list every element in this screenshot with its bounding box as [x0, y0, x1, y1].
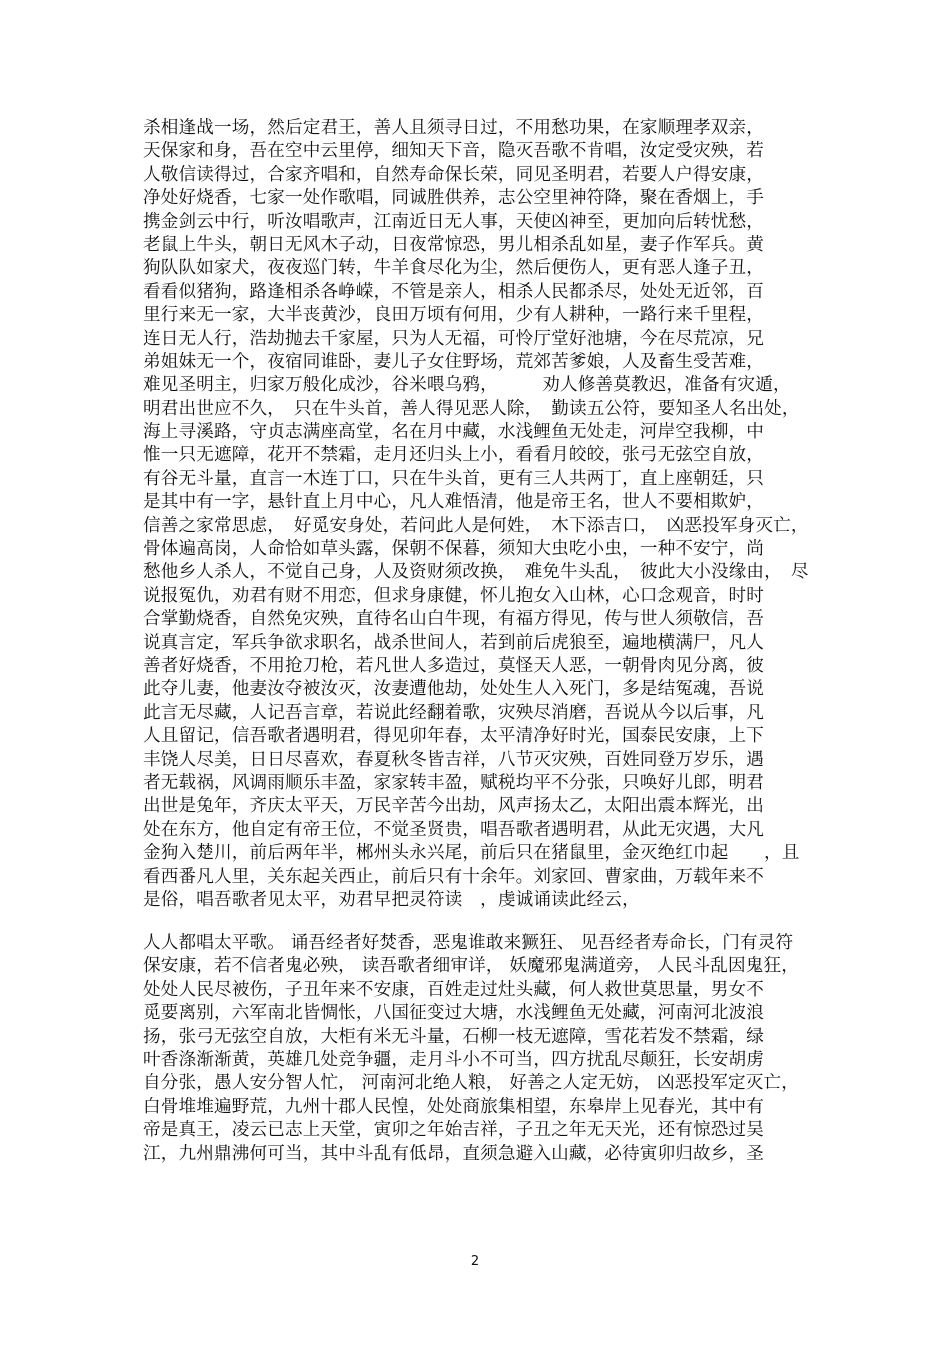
text-line: 里行来无一家，大半丧黄沙，良田万顷有何用，少有人耕种，一路行来千里程，: [143, 305, 765, 326]
text-line: 明君出世应不久， 只在牛头首，善人得见恶人除， 勤读五公符，要知圣人名出处，: [143, 398, 800, 419]
text-line: 老鼠上牛头，朝日无风木子动，日夜常惊恐，男儿相杀乱如星，妻子作军兵。黄: [143, 234, 765, 255]
text-line: 愁他乡人杀人，不觉自己身，人及资财须改换， 难免牛头乱， 彼此大小没缘由， 尽: [143, 562, 809, 583]
paragraph-1: [143, 117, 823, 912]
text-line: 携金剑云中行，听汝唱歌声，江南近日无人事，天使凶神至，更加向后转忧愁，: [143, 211, 765, 232]
text-line: 合掌勤烧香，自然免灾殃，直待名山白牛现，有福方得见，传与世人须敬信，吾: [143, 609, 765, 630]
text-line: 狗队队如家犬，夜夜巡门转，牛羊食尽化为尘，然后便伤人，更有恶人逢子丑，: [143, 258, 765, 279]
text-line: 说真言定，军兵争欲求职名，战杀世间人，若到前后虎狼至，遍地横满尸，凡人: [143, 632, 765, 653]
text-line: 连日无人行，浩劫抛去千家屋，只为人无福，可怜厅堂好池塘，今在尽荒凉，兄: [143, 328, 765, 349]
text-line: 难见圣明主，归家万般化成沙，谷米喂乌鸦， 劝人修善莫教迟，准备有灾遁，: [143, 375, 791, 396]
text-line: 杀相逢战一场，然后定君王，善人且须寻日过，不用愁功果，在家顺理孝双亲，: [143, 118, 765, 138]
text-line: 觅要离别，六军南北皆惆怅，八国征变过大塘，水浅鲤鱼无处藏，河南河北波浪: [143, 1003, 765, 1024]
text-line: 是俗，唱吾歌者见太平，劝君早把灵符读 ，虔诚诵读此经云，: [143, 889, 640, 910]
text-line: 扬，张弓无弦空自放，大柜有米无斗量，石柳一枝无遮障，雪花若发不禁霜，绿: [143, 1026, 765, 1047]
text-line: 天保家和身，吾在空中云里停，细知天下音，隐灭吾歌不肯唱，汝定受灾殃，若: [143, 141, 765, 162]
text-line: 此言无尽藏，人记吾言章，若说此经翻着歌，灾殃尽消磨，吾说从今以后事，凡: [143, 702, 765, 723]
text-line: 处处人民尽被伤，子丑年来不安康，百姓走过灶头藏，何人救世莫思量，男女不: [143, 979, 765, 1000]
text-line: 人敬信读得过，合家齐唱和，自然寿命保长荣，同见圣明君，若要人户得安康，: [143, 164, 765, 185]
text-line: 者无载祸，风调雨顺乐丰盈，家家转丰盈，赋税均平不分张，只唤好儿郎，明君: [143, 772, 765, 793]
text-line: 江，九州鼎沸何可当，其中斗乱有低昂，直须急避入山藏，必待寅卯归故乡，圣: [143, 1143, 765, 1164]
text-line: 处在东方，他自定有帝王位，不觉圣贤贵，唱吾歌者遇明君，从此无灾遇，大凡: [143, 819, 765, 840]
text-line: 说报冤仇，劝君有财不用恋，但求身康健，怀儿抱女入山林，心口念观音，时时: [143, 585, 765, 606]
text-line: 净处好烧香，七家一处作歌唱，同诚胜供养，志公空里神符降，聚在香烟上，手: [143, 188, 765, 209]
text-line: 白骨堆堆遍野荒，九州十郡人民惶，处处商旅集相望，东皋岸上见春光，其中有: [143, 1096, 765, 1117]
text-line: 骨体遍高岗，人命恰如草头露，保朝不保暮，须知大虫吃小虫，一种不安宁，尚: [143, 539, 765, 560]
text-line: 善者好烧香，不用抢刀枪，若凡世人多造过，莫怪天人恶，一朝骨肉见分离，彼: [143, 655, 765, 676]
text-line: 是其中有一字，悬针直上月中心，凡人难悟清，他是帝王名，世人不要相欺妒，: [143, 492, 765, 513]
text-line: 信善之家常思虑， 好觅安身处，若问此人是何姓， 木下添吉口， 凶恶投军身灭亡，: [143, 515, 809, 536]
text-line: 金狗入楚川，前后两年半，郴州头永兴尾，前后只在猪鼠里，金灭绝红巾起 ，且: [143, 843, 800, 864]
page-number: 2: [470, 1254, 480, 1269]
text-line: 看看似猪狗，路逢相杀各峥嵘，不管是亲人，相杀人民都杀尽，处处无近邻，百: [143, 281, 765, 302]
text-line: 海上寻溪路，守贞志满座高堂，名在月中藏，水浅鲤鱼无处走，河岸空我柳，中: [143, 422, 765, 443]
text-line: 看西番凡人里，关东起关西止，前后只有十余年。刘家回、曹家曲，万载年来不: [143, 866, 765, 887]
text-line: 出世是兔年，齐庆太平天，万民辛苦今出劫，风声扬太乙，太阳出震本辉光，出: [143, 796, 765, 817]
text-line: 保安康，若不信者鬼必殃， 读吾歌者细审详， 妖魔邪鬼满道旁， 人民斗乱因鬼狂，: [143, 956, 800, 977]
text-line: 有谷无斗量，直言一木连丁口，只在牛头首，更有三人共两丁，直上座朝廷，只: [143, 468, 765, 489]
text-line: 叶香涤渐渐黄，英雄几处竞争疆，走月斗小不可当，四方扰乱尽颠狂，长安胡虏: [143, 1049, 765, 1070]
text-line: 帝是真王，凌云已志上天堂，寅卯之年始吉祥，子丑之年无天光，还有惊恐过吴: [143, 1120, 765, 1141]
text-line: 惟一只无遮障，花开不禁霜，走月还归头上小，看看月皎皎，张弓无弦空自放，: [143, 445, 765, 466]
text-line: 丰饶人尽美，日日尽喜欢，春夏秋冬皆吉祥，八节灭灾殃，百姓同登万岁乐，遇: [143, 749, 765, 770]
text-line: 自分张，愚人安分智人忙， 河南河北绝人粮， 好善之人定无妨， 凶恶投军定灭亡，: [143, 1073, 800, 1094]
text-line: 弟姐妹无一个，夜宿同谁卧，妻儿子女住野场，荒郊苦爹娘，人及畜生受苦难，: [143, 351, 765, 372]
text-line: 人人都唱太平歌。 诵吾经者好焚香，恶鬼谁敢来獗狂、 见吾经者寿命长，门有灵符: [143, 933, 794, 953]
paragraph-2: [143, 932, 823, 1166]
text-line: 人且留记，信吾歌者遇明君，得见卯年春，太平清净好时光，国泰民安康，上下: [143, 726, 765, 747]
text-line: 此夺儿妻，他妻汝夺被汝灭，汝妻遭他劫，处处生人入死门，多是结冤魂，吾说: [143, 679, 765, 700]
